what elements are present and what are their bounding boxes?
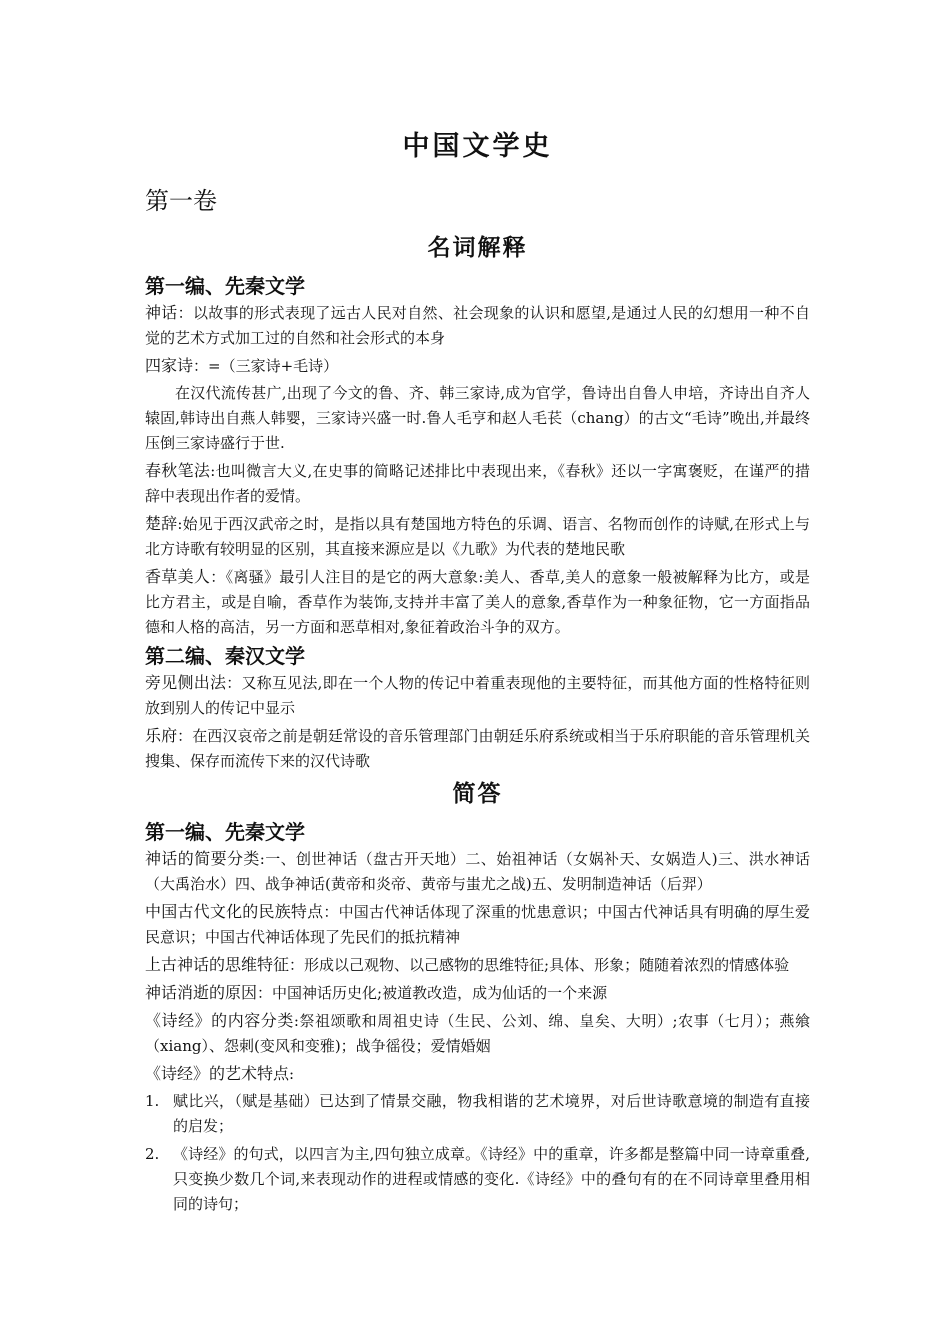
entry-text: 形成以己观物、以己感物的思维特征;具体、形象；随随着浓烈的情感体验 (304, 956, 790, 974)
entry-four-schools-poetry (145, 353, 810, 379)
entry-separator: ： (177, 304, 193, 322)
entry-separator: : (177, 515, 183, 533)
entry-text: 一、创世神话（盘古开天地）二、始祖神话（女娲补天、女娲造人)三、洪水神话（大禹治水）四、战争神话(黄帝和炎帝、黄帝与蚩尤之战)五、发明制造神话（后羿） (145, 850, 810, 893)
entry-term: 上古神话的思维特征 (145, 955, 290, 974)
part-heading: 第一编、先秦文学 (145, 820, 305, 844)
entry-thinking-features (145, 952, 810, 978)
list-number: 2. (145, 1145, 160, 1163)
entry-separator: : (259, 850, 265, 868)
entry-term: 四家诗 (145, 356, 194, 375)
entry-separator: : (210, 462, 216, 480)
entry-separator: ： (323, 903, 339, 921)
entry-separator: ： (177, 727, 193, 745)
entry-shijing-artistry (145, 1061, 810, 1087)
entry-text: 中国神话历史化;被道教改造，成为仙话的一个来源 (272, 984, 608, 1002)
entry-term: 中国古代文化的民族特点 (145, 902, 324, 921)
entry-separator: ： (257, 984, 273, 1002)
entry-separator: ： (289, 956, 305, 974)
list-item (145, 1089, 810, 1139)
entry-term: 《诗经》的内容分类 (145, 1011, 294, 1030)
entry-term: 楚辞 (145, 514, 178, 533)
entry-chunqiu-style (145, 458, 810, 509)
entry-term: 《诗经》的艺术特点 (145, 1064, 290, 1083)
entry-separator: : (293, 1012, 299, 1030)
entry-national-traits (145, 899, 810, 950)
list-number: 1. (145, 1092, 160, 1110)
document-title: 中国文学史 (402, 131, 553, 162)
entry-term: 神话消逝的原因 (145, 983, 258, 1002)
entry-text: 中国古代神话体现了深重的忧患意识；中国古代神话具有明确的厚生爱民意识；中国古代神话体现了先民们的抵抗精神 (145, 903, 810, 946)
entry-text: 祭祖颂歌和周祖史诗（生民、公刘、绵、皇矣、大明）;农事（七月）；燕飨（xiang）、怨刺(变风和变雅)；战争徭役；爱情婚姻 (145, 1012, 810, 1055)
part-heading: 第二编、秦汉文学 (145, 644, 305, 668)
entry-text: 在西汉哀帝之前是朝廷常设的音乐管理部门由朝廷乐府系统或相当于乐府职能的音乐管理机关搜集、保存而流传下来的汉代诗歌 (145, 727, 810, 770)
entry-text: 以故事的形式表现了远古人民对自然、社会现象的认识和愿望,是通过人民的幻想用一种不自觉的艺术方式加工过的自然和社会形式的本身 (145, 304, 810, 347)
entry-separator: ： (226, 674, 242, 692)
entry-cross-reference-method (145, 670, 810, 721)
entry-four-schools-detail (145, 381, 810, 456)
section-heading-terms: 名词解释 (427, 234, 528, 261)
entry-separator: ： (210, 568, 226, 586)
entry-term: 香草美人 (145, 567, 211, 586)
entry-term: 神话 (145, 303, 178, 322)
entry-myth-classification (145, 846, 810, 897)
list-text: 赋比兴，（赋是基础）已达到了情景交融，物我相谐的艺术境界，对后世诗歌意境的制造有直接的启发； (173, 1092, 810, 1135)
entry-chuci (145, 511, 810, 562)
entry-yuefu (145, 723, 810, 774)
list-item (145, 1142, 810, 1217)
section-heading-short-answer: 简答 (452, 780, 503, 807)
entry-text: =（三家诗+毛诗） (208, 357, 339, 375)
entry-shijing-content (145, 1008, 810, 1059)
entry-myth-disappearance (145, 980, 810, 1006)
volume-heading: 第一卷 (145, 187, 217, 215)
entry-term: 神话的简要分类 (145, 849, 260, 868)
entry-text: 在汉代流传甚广,出现了今文的鲁、齐、韩三家诗,成为官学，鲁诗出自鲁人申培，齐诗出自齐人辕固,韩诗出自燕人韩婴，三家诗兴盛一时.鲁人毛亨和赵人毛苌（chang）的古文“毛诗”晚出,并最终压倒三家诗盛行于世. (145, 384, 810, 452)
entry-term: 春秋笔法 (145, 461, 211, 480)
list-text: 《诗经》的句式，以四言为主,四句独立成章。《诗经》中的重章，许多都是整篇中同一诗章重叠,只变换少数几个词,来表现动作的进程或情感的变化.《诗经》中的叠句有的在不同诗章里叠用相同的诗句； (173, 1145, 810, 1213)
entry-text: 《离骚》最引人注目的是它的两大意象:美人、香草,美人的意象一般被解释为比方，或是比方君主，或是自喻，香草作为装饰,支持并丰富了美人的意象,香草作为一种象征物，它一方面指品德和人格的高洁，另一方面和恶草相对,象征着政治斗争的双方。 (145, 568, 810, 636)
entry-mythology (145, 300, 810, 351)
entry-text: 始见于西汉武帝之时，是指以具有楚国地方特色的乐调、语言、名物而创作的诗赋,在形式上与北方诗歌有较明显的区别，其直接来源应是以《九歌》为代表的楚地民歌 (145, 515, 810, 558)
entry-separator: : (289, 1065, 295, 1083)
entry-separator: ： (193, 357, 209, 375)
entry-text: 也叫微言大义,在史事的简略记述排比中表现出来，《春秋》还以一字寓褒贬，在谨严的措辞中表现出作者的爱情。 (145, 462, 810, 505)
entry-fragrant-grass-beauty (145, 564, 810, 640)
shijing-artistry-list (145, 1089, 810, 1217)
entry-text: 又称互见法,即在一个人物的传记中着重表现他的主要特征，而其他方面的性格特征则放到别人的传记中显示 (145, 674, 810, 717)
part-heading: 第一编、先秦文学 (145, 274, 305, 298)
entry-term: 旁见侧出法 (145, 673, 227, 692)
entry-term: 乐府 (145, 726, 178, 745)
